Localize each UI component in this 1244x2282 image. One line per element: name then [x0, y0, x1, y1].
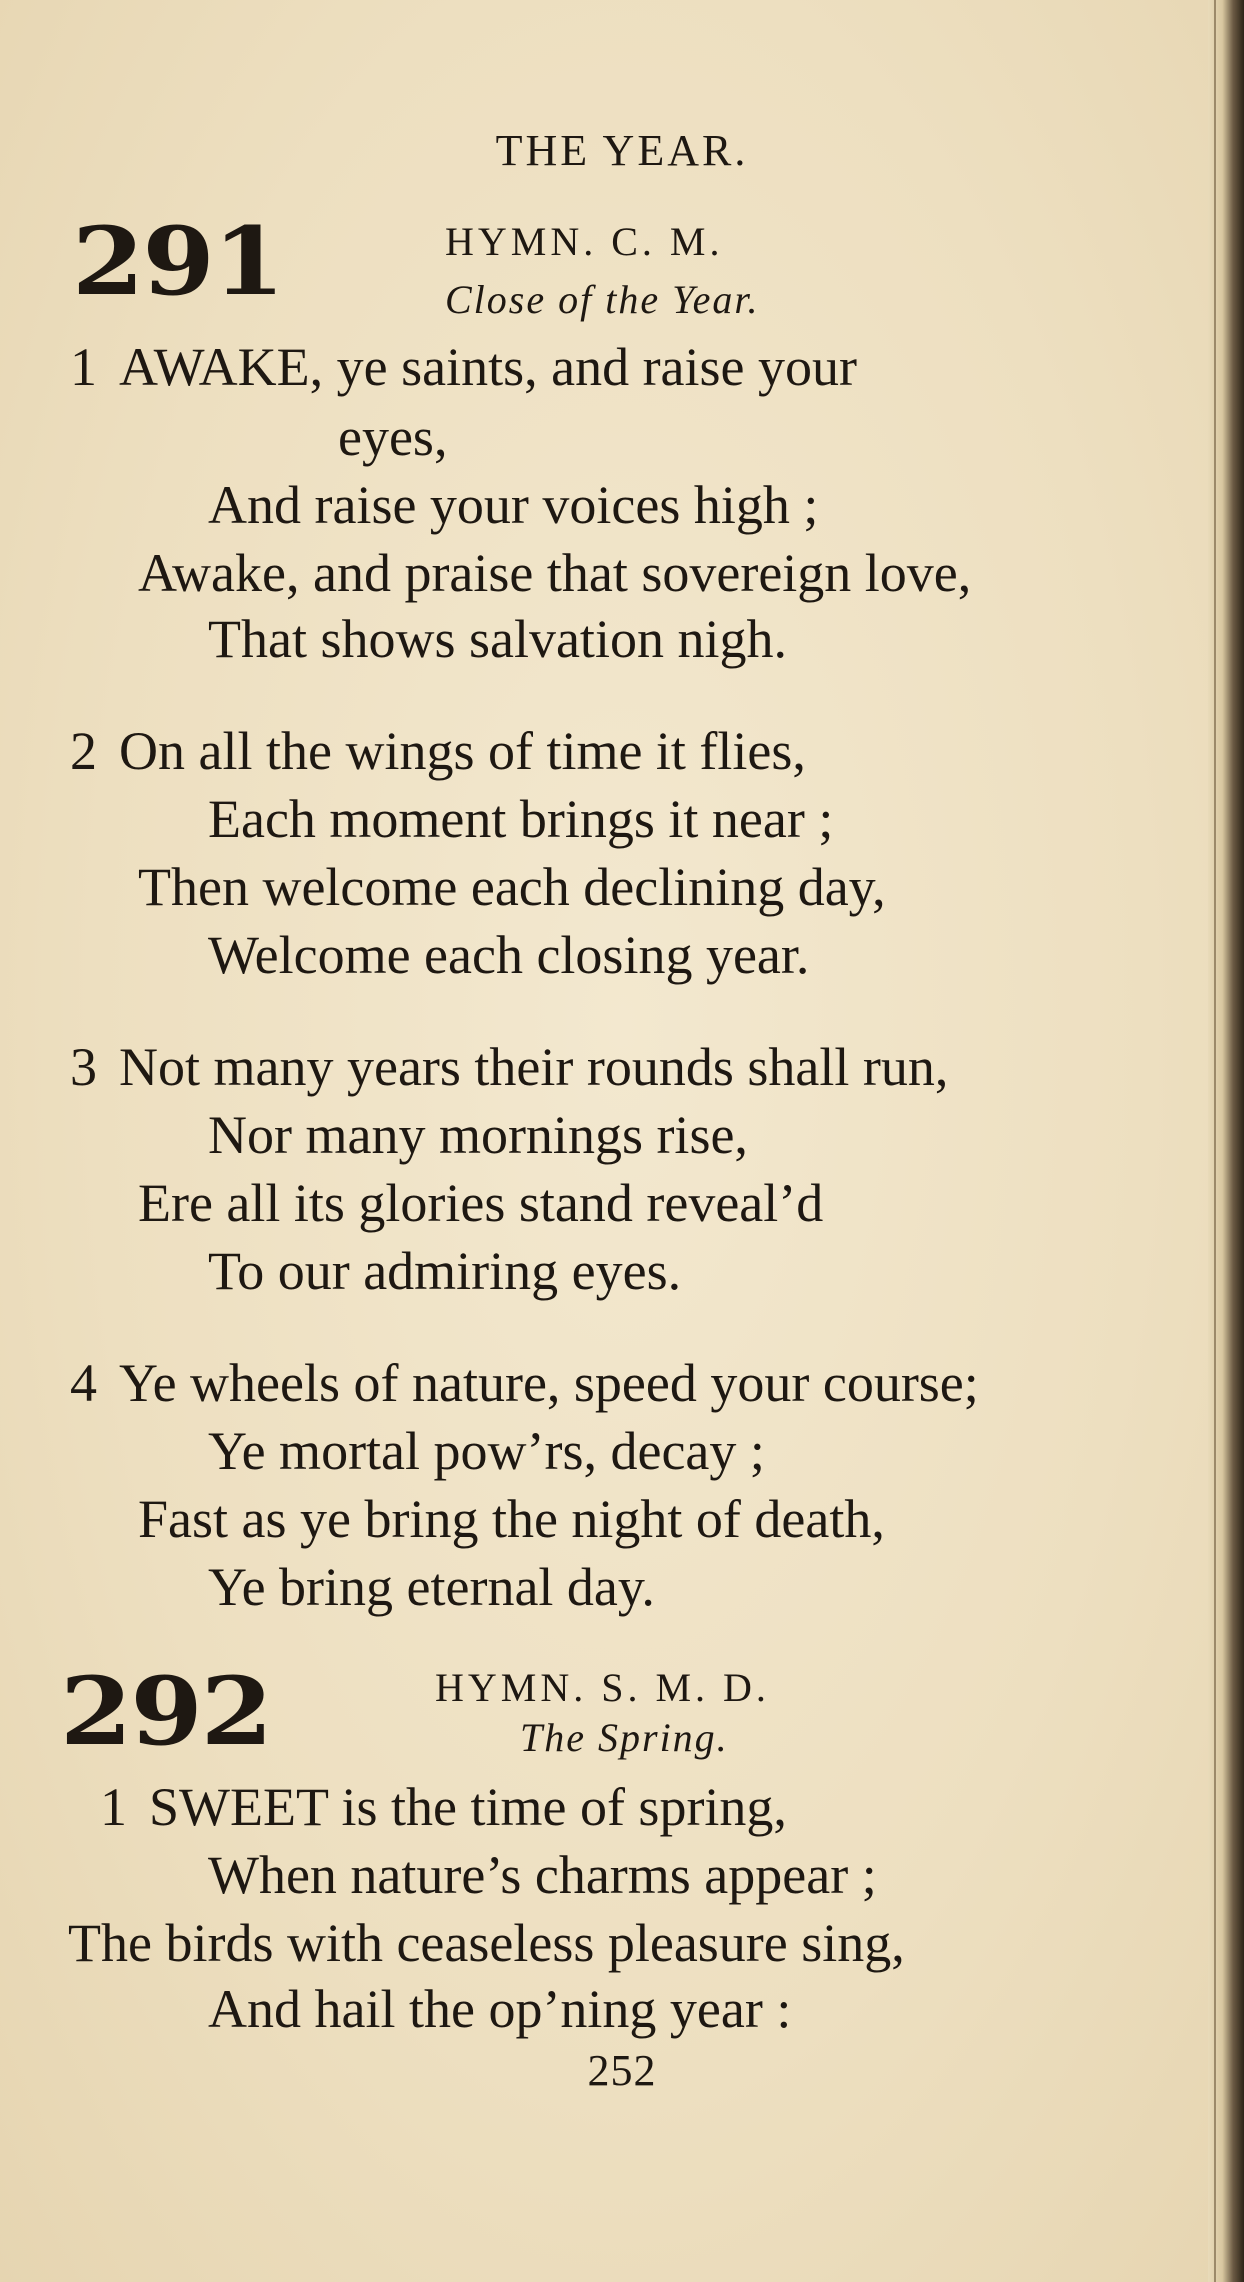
verse-text: AWAKE, ye saints, and raise your — [119, 337, 857, 397]
verse-number: 2 — [70, 721, 97, 781]
verse-line: When nature’s charms appear ; — [208, 1845, 877, 1905]
running-header: THE YEAR. — [495, 126, 749, 175]
verse-line — [70, 721, 806, 781]
hymn-number: 291 — [72, 206, 284, 317]
verse-number: 4 — [70, 1353, 97, 1413]
verse-line: Awake, and praise that sovereign love, — [138, 543, 972, 603]
hymn-title: Close of the Year. — [445, 277, 760, 322]
verse-line: eyes, — [338, 407, 448, 467]
verse-text: Not many years their rounds shall run, — [119, 1037, 949, 1097]
verse-number: 1 — [70, 337, 97, 397]
verse-line: And raise your voices high ; — [208, 475, 819, 535]
verse-number: 1 — [100, 1777, 127, 1837]
hymn-meter: HYMN. S. M. D. — [435, 1665, 770, 1710]
verse-line: To our admiring eyes. — [208, 1241, 682, 1301]
verse-line: And hail the op’ning year : — [208, 1979, 792, 2039]
verse-line: Ere all its glories stand reveal’d — [138, 1173, 824, 1233]
verse-line: Then welcome each declining day, — [138, 857, 886, 917]
verse-number: 3 — [70, 1037, 97, 1097]
verse-line — [100, 1777, 787, 1837]
verse-line — [70, 1353, 979, 1413]
verse-text: On all the wings of time it flies, — [119, 721, 806, 781]
verse-line: The birds with ceaseless pleasure sing, — [68, 1913, 905, 1973]
verse-line: Fast as ye bring the night of death, — [138, 1489, 885, 1549]
verse-text: SWEET is the time of spring, — [149, 1777, 787, 1837]
hymn-title: The Spring. — [520, 1715, 729, 1760]
verse-text: Ye wheels of nature, speed your course; — [119, 1353, 979, 1413]
verse-line: Ye mortal pow’rs, decay ; — [208, 1421, 765, 1481]
verse-line — [70, 1037, 949, 1097]
hymn-meter: HYMN. C. M. — [445, 219, 724, 264]
verse-line: That shows salvation nigh. — [208, 609, 787, 669]
page-number: 252 — [587, 2046, 657, 2095]
verse-line: Welcome each closing year. — [208, 925, 810, 985]
verse-line: Nor many mornings rise, — [208, 1105, 748, 1165]
gutter-line — [1214, 0, 1216, 2282]
verse-line: Ye bring eternal day. — [208, 1557, 655, 1617]
verse-line: Each moment brings it near ; — [208, 789, 834, 849]
verse-line — [70, 337, 857, 397]
hymn-number: 292 — [60, 1656, 272, 1767]
